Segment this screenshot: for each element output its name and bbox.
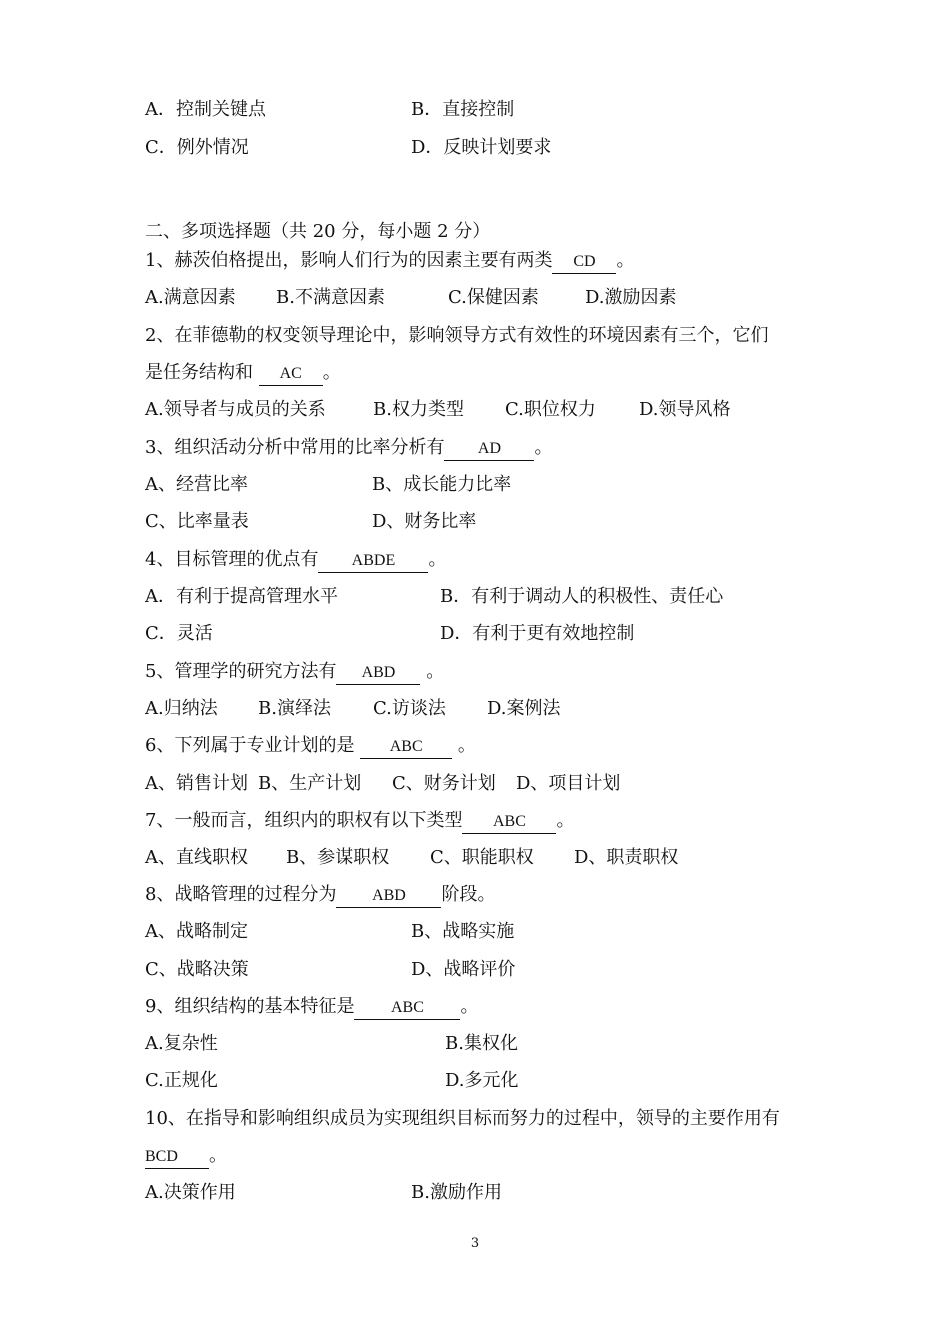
answer-blank: BCD (145, 1146, 209, 1169)
question-1: 1、赫茨伯格提出，影响人们行为的因素主要有两类 CD 。 (145, 249, 634, 274)
q10-options: A.决策作用 B.激励作用 (145, 1182, 502, 1203)
q4-options-row1: A．有利于提高管理水平 B．有利于调动人的积极性、责任心 (145, 586, 724, 607)
answer-blank: ABC (360, 736, 452, 759)
answer-blank: AD (444, 438, 534, 461)
q2-options: A.领导者与成员的关系 B.权力类型 C.职位权力 D.领导风格 (145, 399, 731, 420)
q3-options-row2: C、比率量表 D、财务比率 (145, 511, 477, 532)
option-d: D．反映计划要求 (411, 137, 552, 158)
q9-options-row1: A.复杂性 B.集权化 (145, 1033, 518, 1054)
question-10-line2: BCD 。 (145, 1144, 227, 1169)
q1-options: A.满意因素 B.不满意因素 C.保健因素 D.激励因素 (145, 287, 677, 308)
answer-blank: AC (259, 363, 323, 386)
question-4: 4、目标管理的优点有 ABDE 。 (145, 548, 446, 573)
q3-options-row1: A、经营比率 B、成长能力比率 (145, 474, 512, 495)
q6-options: A、销售计划 B、生产计划 C、财务计划 D、项目计划 (145, 773, 621, 794)
q8-options-row1: A、战略制定 B、战略实施 (145, 921, 515, 942)
answer-blank: ABC (354, 997, 460, 1020)
question-2-line2: 是任务结构和 AC 。 (145, 361, 341, 386)
question-5: 5、管理学的研究方法有 ABD 。 (145, 660, 444, 685)
question-2-line1: 2、在菲德勒的权变领导理论中，影响领导方式有效性的环境因素有三个，它们 (145, 325, 769, 346)
section-title: 二、多项选择题（共 20 分，每小题 2 分） (145, 221, 491, 242)
option-a: A．控制关键点 (145, 99, 266, 120)
q9-options-row2: C.正规化 D.多元化 (145, 1070, 519, 1091)
answer-blank: CD (552, 251, 616, 274)
q4-options-row2: C．灵活 D．有利于更有效地控制 (145, 623, 635, 644)
question-9: 9、组织结构的基本特征是 ABC 。 (145, 995, 478, 1020)
answer-blank: ABD (336, 662, 420, 685)
question-8: 8、战略管理的过程分为 ABD 阶段。 (145, 883, 495, 908)
question-10-line1: 10、在指导和影响组织成员为实现组织目标而努力的过程中，领导的主要作用有 (145, 1108, 780, 1129)
question-6: 6、下列属于专业计划的是 ABC 。 (145, 734, 476, 759)
answer-blank: ABD (336, 885, 441, 908)
q7-options: A、直线职权 B、参谋职权 C、职能职权 D、职责职权 (145, 847, 679, 868)
page-number: 3 (470, 1236, 480, 1251)
question-7: 7、一般而言，组织内的职权有以下类型 ABC 。 (145, 809, 574, 834)
question-3: 3、组织活动分析中常用的比率分析有 AD 。 (145, 436, 552, 461)
q8-options-row2: C、战略决策 D、战略评价 (145, 959, 516, 980)
answer-blank: ABC (462, 811, 556, 834)
q5-options: A.归纳法 B.演绎法 C.访谈法 D.案例法 (145, 698, 561, 719)
option-c: C．例外情况 (145, 137, 249, 158)
answer-blank: ABDE (318, 550, 428, 573)
option-b: B．直接控制 (411, 99, 515, 120)
